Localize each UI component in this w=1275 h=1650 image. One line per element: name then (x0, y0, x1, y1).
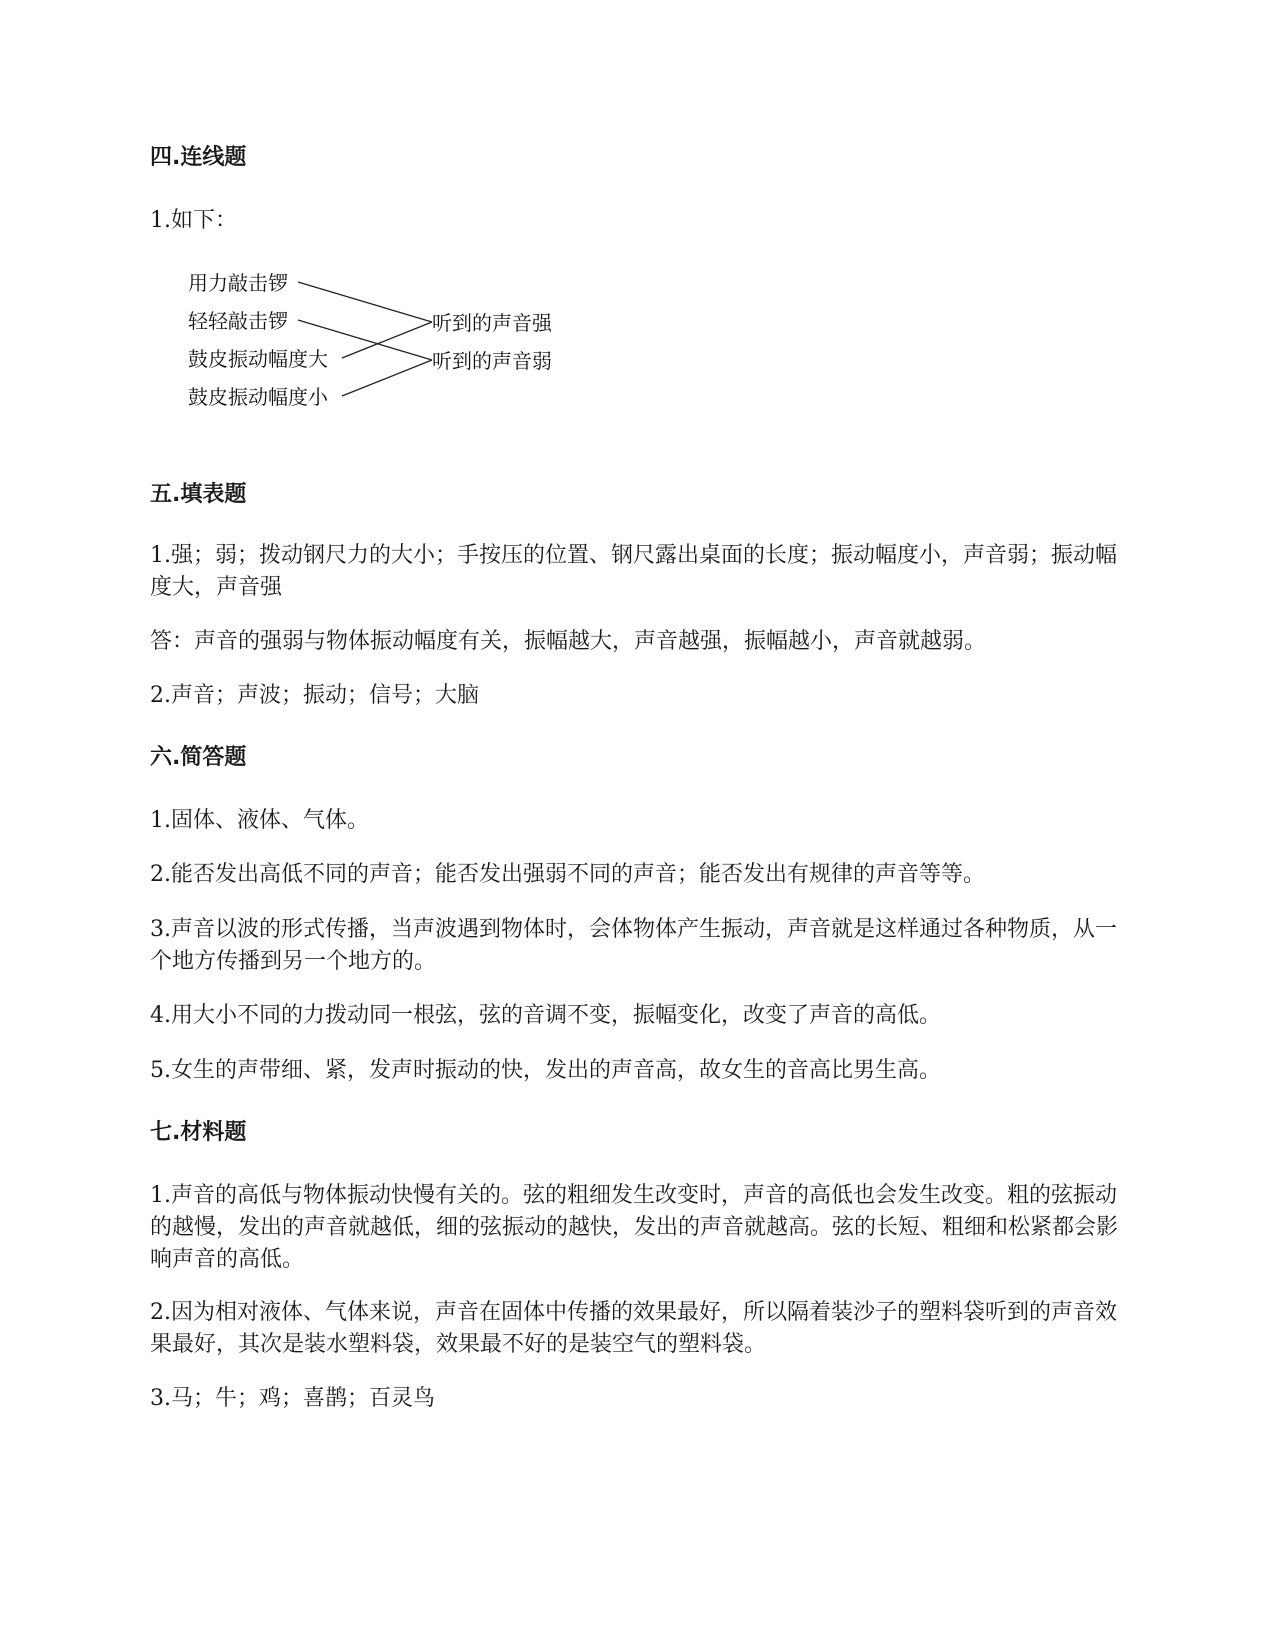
diagram-connection-line (298, 282, 432, 322)
fill-table-item-1: 1.强；弱；拨动钢尺力的大小；手按压的位置、钢尺露出桌面的长度；振动幅度小，声音弱；振动幅度大，声音强 (150, 543, 1117, 600)
diagram-left-item-2: 轻轻敲击锣 (188, 309, 288, 333)
matching-item-1: 1.如下： (150, 208, 237, 233)
short-answer-item-3: 3.声音以波的形式传播，当声波遇到物体时，会体物体产生振动，声音就是这样通过各种物质，从一个地方传播到另一个地方的。 (150, 917, 1117, 974)
matching-diagram (180, 262, 600, 442)
diagram-connection-lines (298, 282, 432, 396)
diagram-left-item-3: 鼓皮振动幅度大 (188, 347, 328, 371)
material-item-3: 3.马；牛；鸡；喜鹊；百灵鸟 (150, 1386, 435, 1411)
diagram-connection-line (342, 322, 432, 358)
fill-table-item-2: 2.声音；声波；振动；信号；大脑 (150, 683, 479, 708)
diagram-left-item-1: 用力敲击锣 (188, 271, 288, 295)
section-heading-fill-table: 五.填表题 (150, 482, 247, 507)
diagram-connection-line (342, 360, 432, 396)
short-answer-item-1: 1.固体、液体、气体。 (150, 808, 369, 833)
short-answer-item-5: 5.女生的声带细、紧，发声时振动的快，发出的声音高，故女生的音高比男生高。 (150, 1058, 941, 1083)
section-heading-material: 七.材料题 (150, 1120, 247, 1145)
diagram-right-item-1: 听到的声音强 (432, 311, 552, 335)
diagram-left-item-4: 鼓皮振动幅度小 (188, 385, 328, 409)
section-heading-matching: 四.连线题 (150, 145, 247, 170)
material-item-2: 2.因为相对液体、气体来说，声音在固体中传播的效果最好，所以隔着装沙子的塑料袋听到的声音效果最好，其次是装水塑料袋，效果最不好的是装空气的塑料袋。 (150, 1300, 1117, 1357)
material-item-1: 1.声音的高低与物体振动快慢有关的。弦的粗细发生改变时，声音的高低也会发生改变。粗的弦振动的越慢，发出的声音就越低，细的弦振动的越快，发出的声音就越高。弦的长短、粗细和松紧都会影响声音的高低。 (150, 1183, 1119, 1272)
short-answer-item-4: 4.用大小不同的力拨动同一根弦，弦的音调不变，振幅变化，改变了声音的高低。 (150, 1003, 941, 1028)
fill-table-answer: 答：声音的强弱与物体振动幅度有关，振幅越大，声音越强，振幅越小，声音就越弱。 (150, 629, 987, 654)
short-answer-item-2: 2.能否发出高低不同的声音；能否发出强弱不同的声音；能否发出有规律的声音等等。 (150, 862, 985, 887)
diagram-right-item-2: 听到的声音弱 (432, 349, 552, 373)
section-heading-short-answer: 六.简答题 (150, 745, 247, 770)
